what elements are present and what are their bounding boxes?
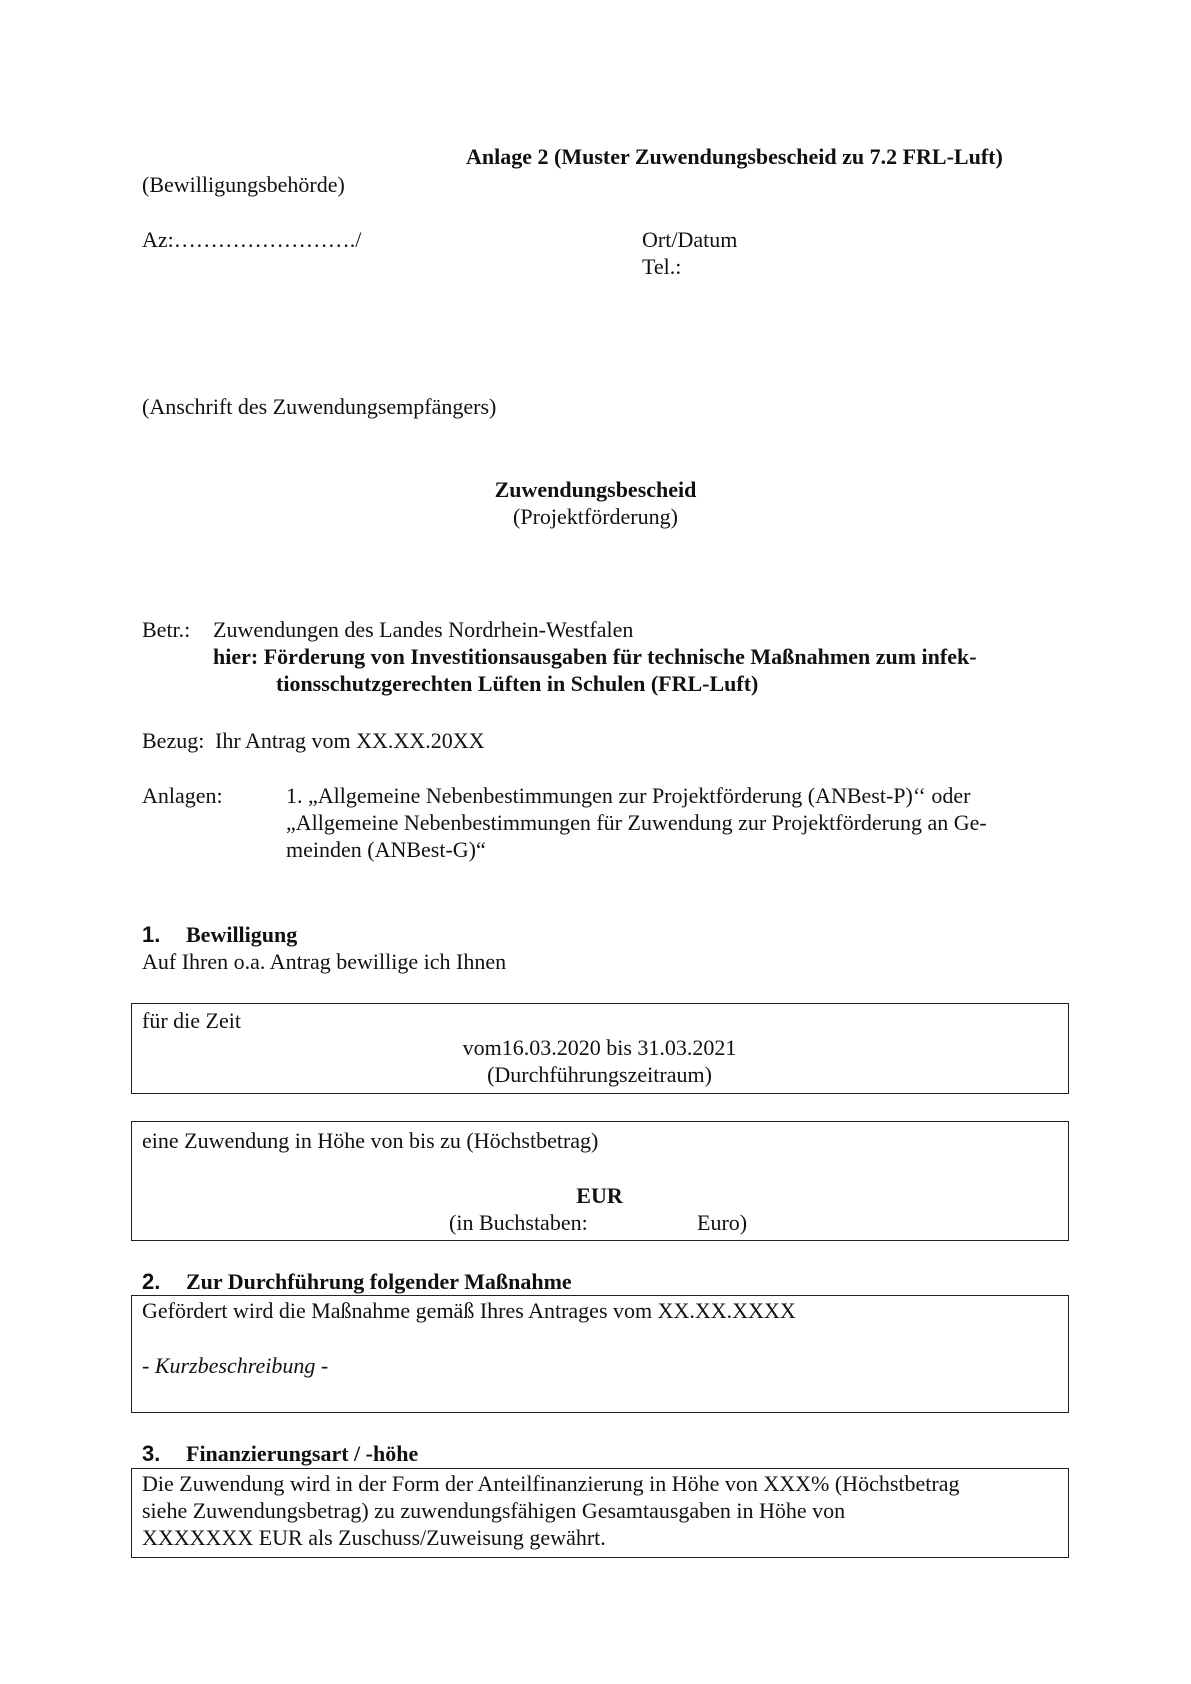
measure-text: Gefördert wird die Maßnahme gemäß Ihres Antrages vom XX.XX.XXXX <box>142 1298 796 1323</box>
subject-line-1: Zuwendungen des Landes Nordrhein-Westfalen <box>213 617 634 642</box>
financing-line-3: XXXXXXX EUR als Zuschuss/Zuweisung gewährt. <box>142 1525 606 1550</box>
reference-text: Ihr Antrag vom XX.XX.20XX <box>215 728 485 753</box>
section-1-number: 1. <box>142 922 161 947</box>
amount-label: eine Zuwendung in Höhe von bis zu (Höchstbetrag) <box>142 1128 599 1153</box>
document-subtitle: (Projektförderung) <box>513 504 678 529</box>
section-1-intro: Auf Ihren o.a. Antrag bewillige ich Ihnen <box>142 949 507 974</box>
amount-in-words-suffix: Euro) <box>697 1210 748 1235</box>
attachments-line-1: 1. „Allgemeine Nebenbestimmungen zur Projektförderung (ANBest-P)‘‘ oder <box>286 783 971 808</box>
phone: Tel.: <box>642 254 682 279</box>
financing-line-1: Die Zuwendung wird in der Form der Anteilfinanzierung in Höhe von XXX% (Höchstbetrag <box>142 1471 960 1496</box>
attachments-line-2: „Allgemeine Nebenbestimmungen für Zuwendung zur Projektförderung an Ge- <box>286 810 987 835</box>
subject-label: Betr.: <box>142 617 191 642</box>
financing-box <box>131 1468 1069 1558</box>
period-caption: (Durchführungszeitraum) <box>487 1062 712 1087</box>
subject-line-2: hier: Förderung von Investitionsausgaben für technische Maßnahmen zum infek- <box>213 644 977 669</box>
authority-placeholder: (Bewilligungsbehörde) <box>142 172 345 197</box>
financing-line-2: siehe Zuwendungsbetrag) zu zuwendungsfähigen Gesamtausgaben in Höhe von <box>142 1498 846 1523</box>
measure-box <box>131 1295 1069 1413</box>
subject-line-3: tionsschutzgerechten Lüften in Schulen (FRL-Luft) <box>276 671 759 696</box>
period-range: vom16.03.2020 bis 31.03.2021 <box>462 1035 737 1060</box>
document-title: Zuwendungsbescheid <box>494 477 697 502</box>
section-1-title: Bewilligung <box>186 922 298 947</box>
attachments-label: Anlagen: <box>142 783 223 808</box>
amount-currency: EUR <box>576 1183 623 1208</box>
file-reference: Az:……………………./ <box>142 227 362 252</box>
recipient-address-placeholder: (Anschrift des Zuwendungsempfängers) <box>142 394 497 419</box>
period-label: für die Zeit <box>142 1008 241 1033</box>
section-2-number: 2. <box>142 1269 161 1294</box>
reference-label: Bezug: <box>142 728 205 753</box>
section-3-number: 3. <box>142 1441 161 1466</box>
section-3-title: Finanzierungsart / -höhe <box>186 1441 419 1466</box>
amount-box <box>131 1121 1069 1241</box>
measure-short-description: - Kurzbeschreibung - <box>142 1353 329 1378</box>
annex-title: Anlage 2 (Muster Zuwendungsbescheid zu 7.2 FRL-Luft) <box>466 144 1003 169</box>
period-box <box>131 1003 1069 1094</box>
attachments-line-3: meinden (ANBest-G)“ <box>286 837 486 862</box>
place-date: Ort/Datum <box>642 227 738 252</box>
section-2-title: Zur Durchführung folgender Maßnahme <box>186 1269 572 1294</box>
amount-in-words-label: (in Buchstaben: <box>449 1210 588 1235</box>
